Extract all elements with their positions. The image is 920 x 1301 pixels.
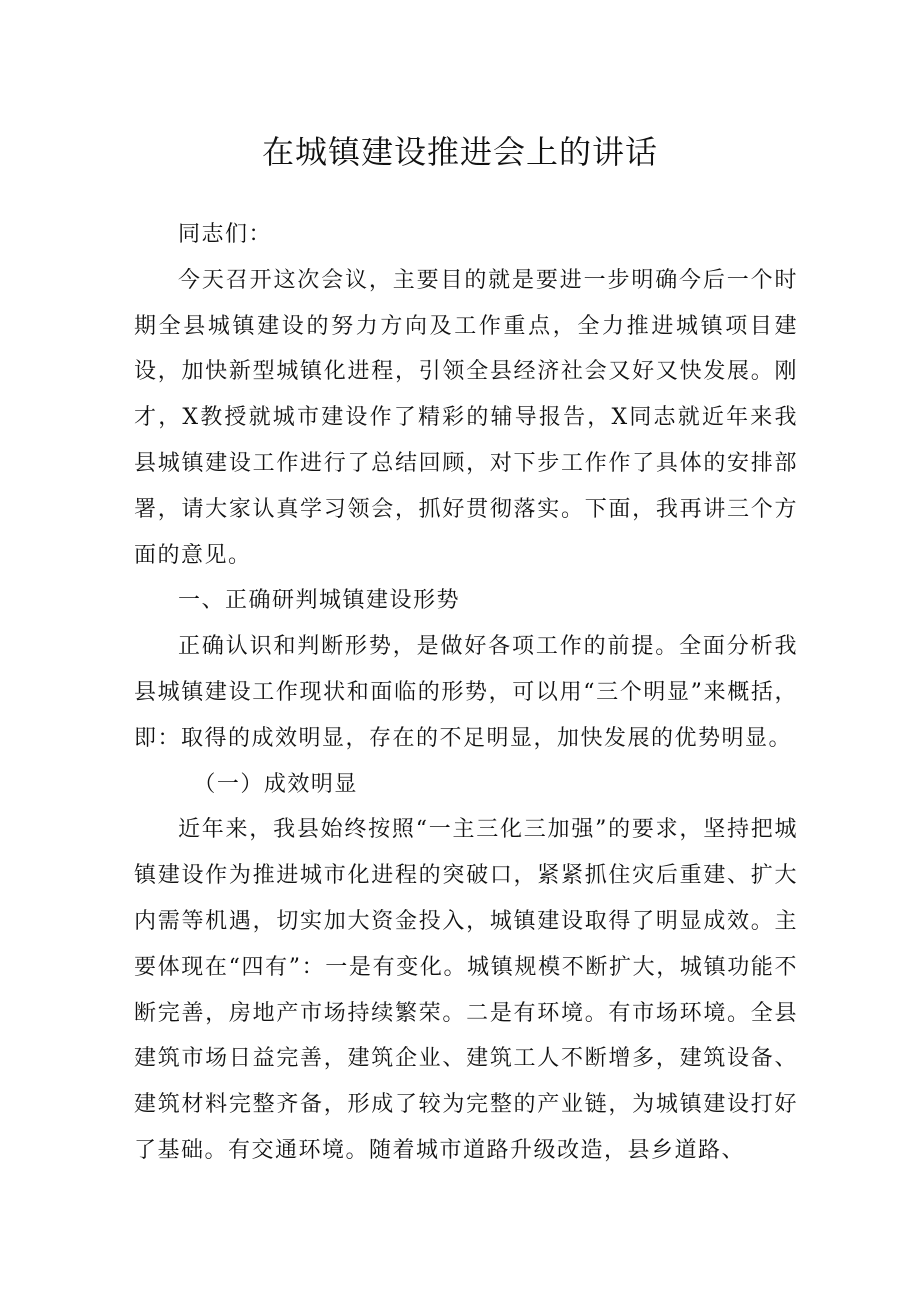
section-heading-1: 一、正确研判城镇建设形势: [178, 588, 461, 614]
document-body: [134, 212, 798, 1174]
paragraph-intro: 今天召开这次会议，主要目的就是要进一步明确今后一个时期全县城镇建设的努力方向及工作重点，全力推进城镇项目建设，加快新型城镇化进程，引领全县经济社会又好又快发展。刚才，X教授就城市建设作了精彩的辅导报告，X同志就近年来我县城镇建设工作进行了总结回顾，对下步工作作了具体的安排部署，请大家认真学习领会，抓好贯彻落实。下面，我再讲三个方面的意见。: [134, 267, 798, 568]
subsection-heading-1: （一）成效明显: [193, 771, 358, 797]
paragraph-situation: 正确认识和判断形势，是做好各项工作的前提。全面分析我县城镇建设工作现状和面临的形势，可以用“三个明显”来概括，即：取得的成效明显，存在的不足明显，加快发展的优势明显。: [134, 634, 798, 751]
salutation: 同志们：: [178, 222, 273, 247]
paragraph-achievements: 近年来，我县始终按照“一主三化三加强”的要求，坚持把城镇建设作为推进城市化进程的突破口，紧紧抓住灾后重建、扩大内需等机遇，切实加大资金投入，城镇建设取得了明显成效。主要体现在“四有”：一是有变化。城镇规模不断扩大，城镇功能不断完善，房地产市场持续繁荣。二是有环境。有市场环境。全县建筑市场日益完善，建筑企业、建筑工人不断增多，建筑设备、建筑材料完整齐备，形成了较为完整的产业链，为城镇建设打好了基础。有交通环境。随着城市道路升级改造，县乡道路、: [134, 817, 798, 1163]
document-title: 在城镇建设推进会上的讲话: [261, 133, 658, 171]
